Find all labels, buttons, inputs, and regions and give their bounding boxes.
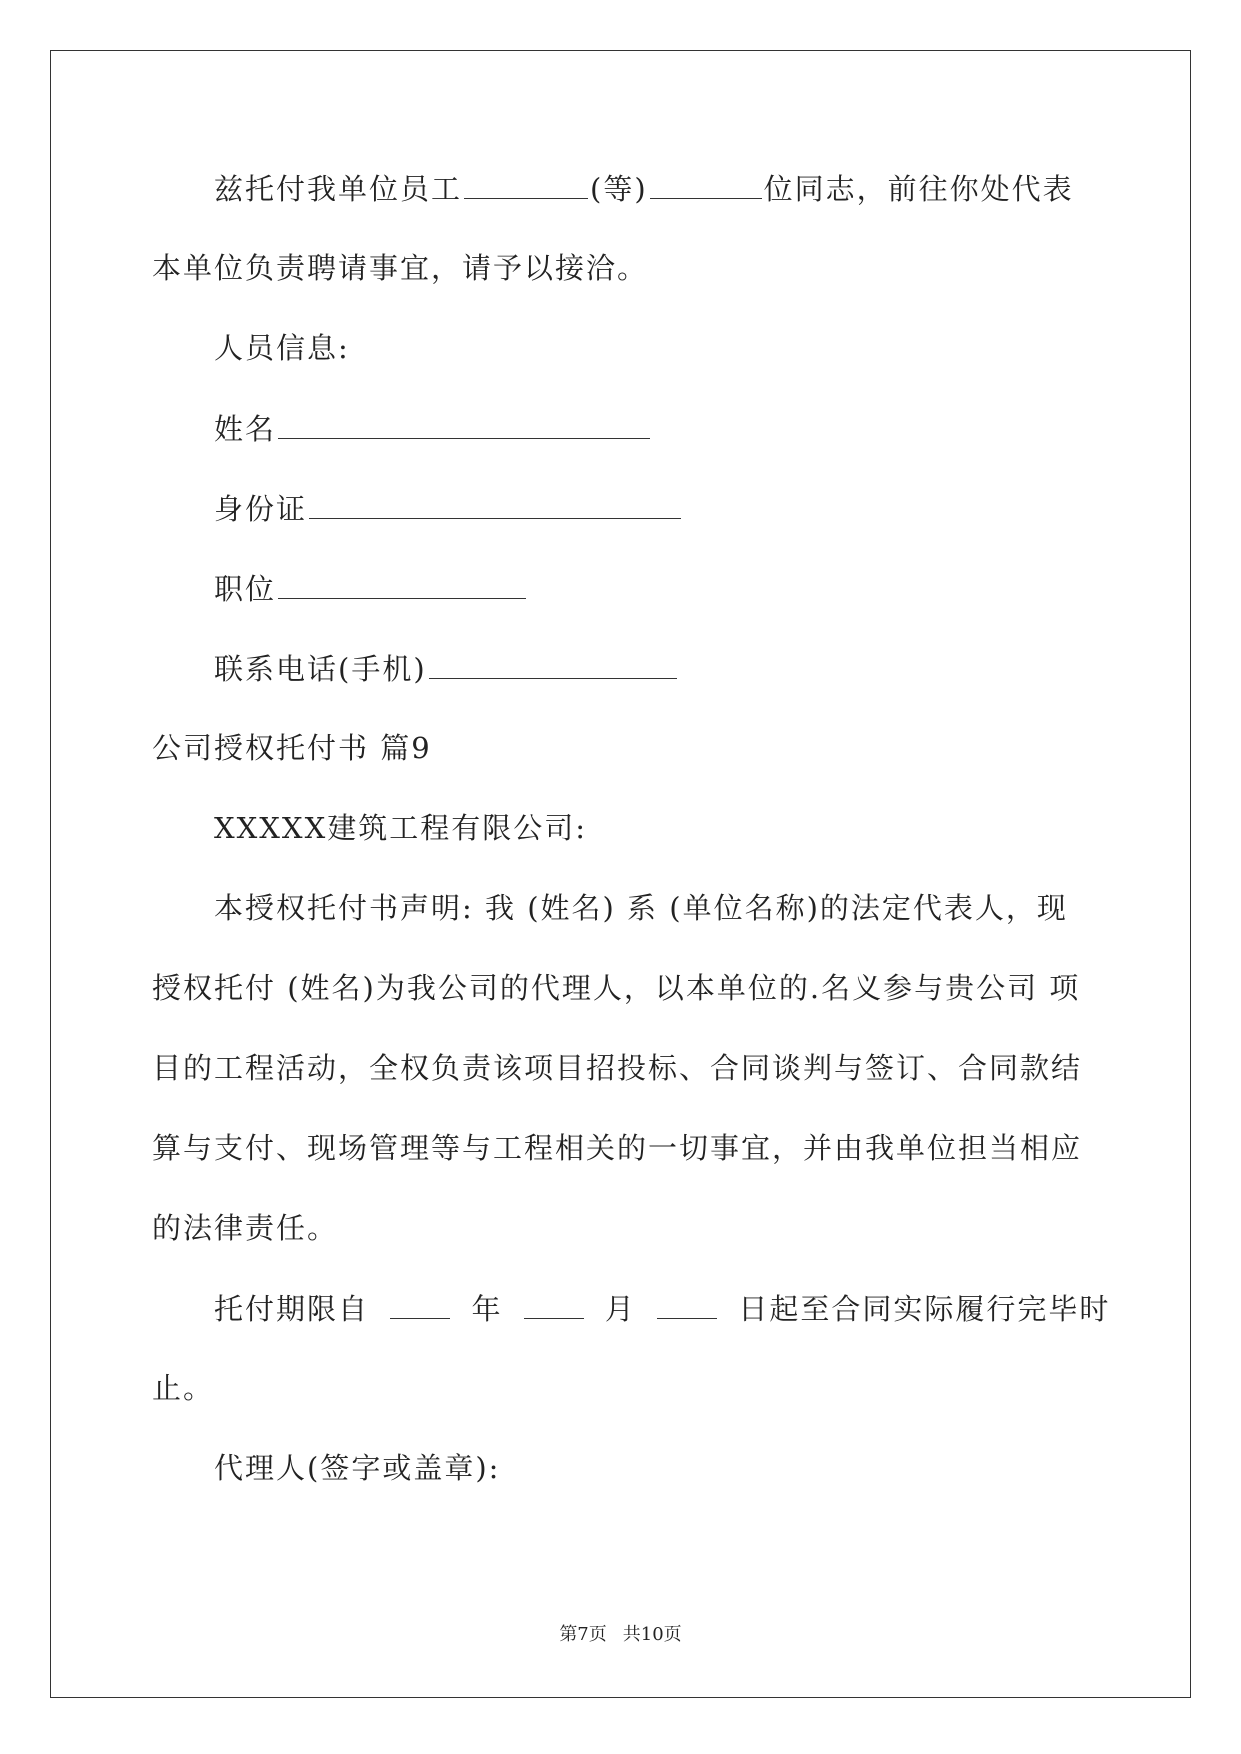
statement-line-3: 目的工程活动，全权负责该项目招投标、合同谈判与签订、合同款结 [152, 1051, 1083, 1085]
field-name-row [214, 408, 652, 449]
term-year-label: 年 [471, 1292, 503, 1326]
addressee: XXXXX建筑工程有限公司: [214, 811, 587, 845]
term-text-part2: 日起至合同实际履行完毕时 [738, 1292, 1111, 1326]
entrust-text-part1: 兹托付我单位员工 [214, 172, 463, 206]
term-blank-month [524, 1288, 584, 1319]
field-name-blank [278, 408, 650, 439]
field-id-row [214, 488, 683, 529]
term-line-2: 止。 [152, 1371, 215, 1405]
statement-line-5: 的法律责任。 [152, 1211, 339, 1245]
term-blank-day [657, 1288, 717, 1319]
field-id-label: 身份证 [214, 492, 308, 526]
field-position-label: 职位 [214, 572, 277, 606]
page-footer [0, 1623, 1241, 1647]
statement-line-2: 授权托付 (姓名)为我公司的代理人，以本单位的.名义参与贵公司 项 [152, 971, 1081, 1005]
entrust-paragraph-line1 [214, 168, 1074, 209]
term-line-1 [214, 1288, 1110, 1329]
entrust-text-part2: (等) [590, 172, 648, 206]
page-number-total: 共10页 [622, 1624, 682, 1645]
statement-line-4: 算与支付、现场管理等与工程相关的一切事宜，并由我单位担当相应 [152, 1131, 1083, 1165]
field-position-row [214, 568, 528, 609]
field-phone-blank [429, 648, 677, 679]
term-month-label: 月 [604, 1292, 636, 1326]
page-number-current: 第7页 [559, 1624, 607, 1645]
term-text-part1: 托付期限自 [214, 1292, 370, 1326]
blank-person-count [650, 168, 762, 199]
field-position-blank [278, 568, 526, 599]
field-id-blank [309, 488, 681, 519]
section-title: 公司授权托付书 篇9 [152, 731, 432, 765]
blank-employee-name [464, 168, 588, 199]
field-name-label: 姓名 [214, 412, 277, 446]
info-heading: 人员信息: [214, 331, 350, 365]
agent-signature-label: 代理人(签字或盖章): [214, 1451, 501, 1485]
field-phone-row [214, 648, 679, 689]
entrust-paragraph-line2: 本单位负责聘请事宜，请予以接洽。 [152, 251, 649, 285]
statement-line-1: 本授权托付书声明: 我 (姓名) 系 (单位名称)的法定代表人，现 [214, 891, 1068, 925]
field-phone-label: 联系电话(手机) [214, 652, 427, 686]
entrust-text-part3: 位同志，前往你处代表 [763, 172, 1074, 206]
term-blank-year [390, 1288, 450, 1319]
